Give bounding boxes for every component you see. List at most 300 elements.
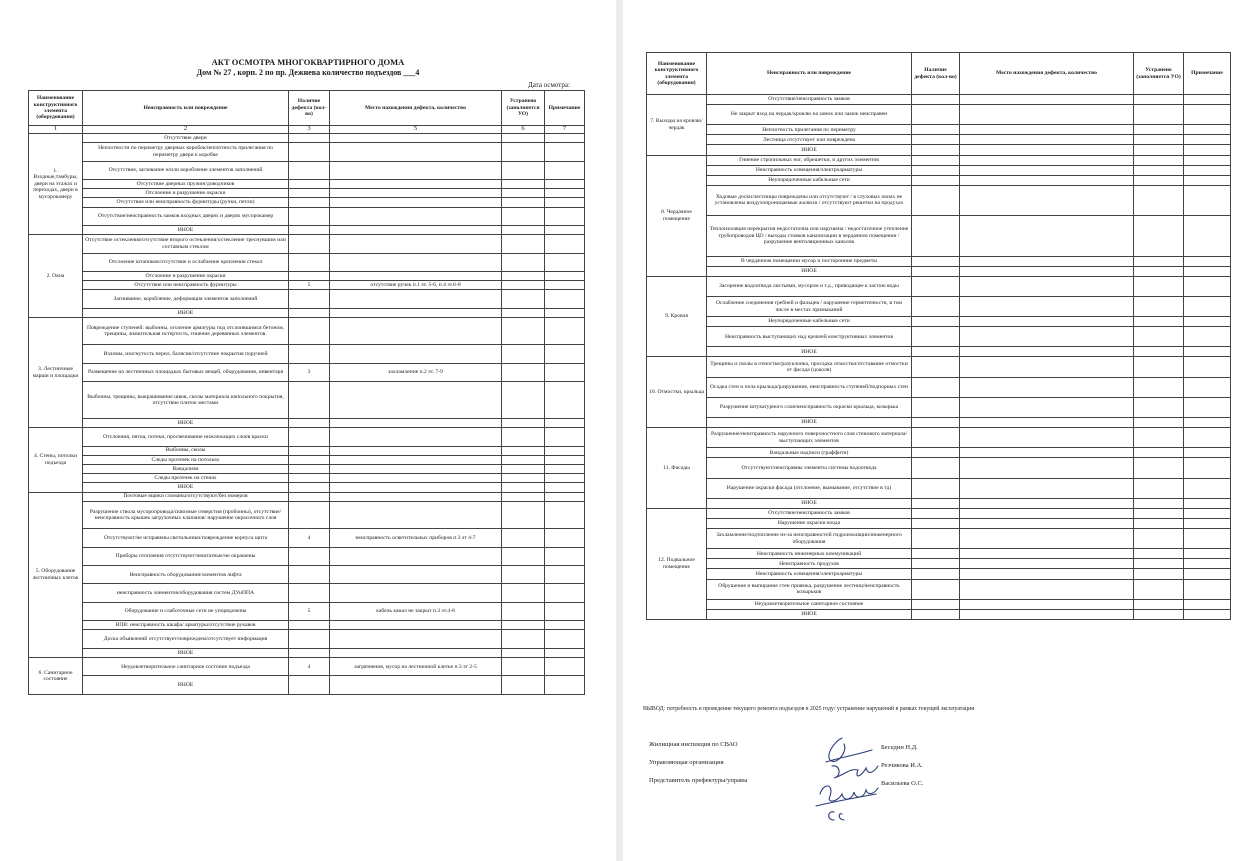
fixed-cell (1134, 549, 1184, 559)
remark-cell (1184, 609, 1231, 619)
defect-description-cell: Отсутствие/неисправность замков (707, 95, 912, 105)
fixed-cell (1134, 95, 1184, 105)
defect-count-cell (289, 501, 330, 529)
defect-location-cell (960, 458, 1134, 478)
defect-description-cell: Почтовые ящики сломаны/отсутствуют/без номеров (83, 492, 289, 501)
remark-cell (1184, 559, 1231, 569)
remark-cell (1184, 579, 1231, 599)
remark-cell (545, 501, 585, 529)
fixed-cell (502, 464, 545, 473)
defect-description-cell: ИНОЕ (83, 483, 289, 492)
element-name-cell: 1. Входные,тамбуры, двери на этажах и переходах, двери в мусорокамеру (29, 134, 83, 235)
table-row (647, 569, 1231, 579)
defect-count-cell (912, 276, 960, 296)
defect-location-cell (330, 492, 502, 501)
remark-cell (545, 253, 585, 271)
table-row (29, 492, 585, 501)
table-row (647, 518, 1231, 528)
table-row (29, 225, 585, 234)
remark-cell (1184, 347, 1231, 357)
remark-cell (1184, 549, 1231, 559)
column-header: Наличие дефекта (кол-во) (912, 53, 960, 95)
defect-description-cell: Неисправность инженерных коммуникаций (707, 549, 912, 559)
defect-location-cell (960, 377, 1134, 397)
defect-description-cell: Неупорядоченные кабельные сети (707, 175, 912, 185)
signature-org-1: Жилищная инспекция по СВАО (649, 741, 738, 748)
defect-description-cell: Отсутствие или неисправность фурнитуры (83, 281, 289, 290)
defect-count-cell (289, 676, 330, 694)
element-name-cell: 10. Отмостки, крыльца (647, 357, 707, 428)
column-header: Место нахождения дефекта, количество (330, 91, 502, 126)
remark-cell (545, 428, 585, 446)
fixed-cell (502, 501, 545, 529)
defect-count-cell (912, 529, 960, 549)
defect-description-cell: Теплоизоляция перекрытия недостаточна или нарушена / недостаточное утепление трубопроводов ЦО / выходы стояков канализации в чердачном помещении / разрушение вентиляционных каналов (707, 216, 912, 256)
defect-location-cell (960, 276, 1134, 296)
defect-count-cell (912, 599, 960, 609)
table-row (647, 165, 1231, 175)
fixed-cell (1134, 458, 1184, 478)
defect-count-cell (289, 271, 330, 280)
conclusion-text: ВЫВОД: потребность в проведение текущего ремонта подъездов в 2025 году/ устранение нарушений в рамках текущей эксплуатации (643, 706, 975, 712)
defect-location-cell: отсутствие ручек п.1 эт. 5-6, п.4 эт.6-8 (330, 281, 502, 290)
defect-description-cell: Отслоение штапиков/отсутствие и ослабление крепления стекол (83, 253, 289, 271)
defect-count-cell (912, 256, 960, 266)
table-row (647, 579, 1231, 599)
remark-cell (545, 271, 585, 280)
defect-count-cell: 4 (289, 658, 330, 676)
defect-description-cell: ИНОЕ (707, 609, 912, 619)
fixed-cell (502, 474, 545, 483)
table-row (29, 179, 585, 188)
remark-cell (1184, 508, 1231, 518)
fixed-cell (1134, 155, 1184, 165)
remark-cell (545, 225, 585, 234)
column-header: Устранено (заполняется УО) (502, 91, 545, 126)
table-row (647, 599, 1231, 609)
defect-description-cell: Не закрыт вход на чердак/кровлю на замок или замок неисправен (707, 105, 912, 125)
defect-count-cell (289, 547, 330, 565)
defect-count-cell (289, 428, 330, 446)
table-row (29, 621, 585, 630)
defect-description-cell: Следы протечек на потолках (83, 455, 289, 464)
fixed-cell (1134, 145, 1184, 155)
remark-cell (545, 630, 585, 648)
defect-count-cell (289, 455, 330, 464)
table-row (647, 428, 1231, 448)
defect-description-cell: ИНОЕ (707, 347, 912, 357)
defect-count-cell (289, 198, 330, 207)
defect-description-cell: Отсутствуют/не исправены светильники/повреждение корпуса щита (83, 529, 289, 547)
fixed-cell (1134, 609, 1184, 619)
defect-description-cell: Разрушение/неисправность наружного поверхностного слоя стенового материала/выступающих элементов (707, 428, 912, 448)
handwritten-signatures (812, 732, 882, 824)
defect-description-cell: ИНОЕ (83, 308, 289, 317)
defect-count-cell (912, 145, 960, 155)
fixed-cell (502, 428, 545, 446)
fixed-cell (1134, 428, 1184, 448)
defect-description-cell: В чердачном помещении мусор и посторонние предметы (707, 256, 912, 266)
fixed-cell (1134, 418, 1184, 428)
table-row (647, 266, 1231, 276)
fixed-cell (1134, 216, 1184, 256)
defect-location-cell (960, 448, 1134, 458)
remark-cell (1184, 599, 1231, 609)
table-row (647, 498, 1231, 508)
defect-location-cell (330, 198, 502, 207)
defect-description-cell: Размещение на лестничных площадках бытовых вещей, оборудования, инвентаря (83, 363, 289, 381)
column-number-row (29, 126, 585, 134)
defect-description-cell: Лестница отсутствует или повреждена (707, 135, 912, 145)
defect-location-cell (960, 317, 1134, 327)
defect-location-cell (960, 135, 1134, 145)
remark-cell (1184, 498, 1231, 508)
element-name-cell: 2. Окна (29, 235, 83, 318)
table-row (647, 508, 1231, 518)
remark-cell (545, 363, 585, 381)
defect-count-cell (289, 584, 330, 602)
defect-location-cell (330, 253, 502, 271)
defect-location-cell (330, 419, 502, 428)
remark-cell (1184, 518, 1231, 528)
defect-location-cell (960, 508, 1134, 518)
defect-count-cell (289, 207, 330, 225)
defect-location-cell: кабель канал не закрыт п.3 эт.4-8 (330, 602, 502, 620)
fixed-cell (502, 345, 545, 363)
defect-count-cell (289, 179, 330, 188)
table-row (29, 134, 585, 143)
column-number: 2 (83, 126, 289, 134)
defect-count-cell (912, 458, 960, 478)
defect-description-cell: Разрушение ствола мусоропровода/сквозные отверстия (пробоины), отсутствие/неисправность крышек загрузочных клапанов/ нарушение окрасочного слоя (83, 501, 289, 529)
table-row (647, 145, 1231, 155)
fixed-cell (1134, 175, 1184, 185)
defect-location-cell (960, 105, 1134, 125)
defect-count-cell (912, 155, 960, 165)
fixed-cell (1134, 357, 1184, 377)
table-row (29, 308, 585, 317)
fixed-cell (502, 584, 545, 602)
remark-cell (545, 584, 585, 602)
document-title: АКТ ОСМОТРА МНОГОКВАРТИРНОГО ДОМА (211, 57, 405, 67)
remark-cell (545, 308, 585, 317)
table-header-row (29, 91, 585, 126)
fixed-cell (1134, 266, 1184, 276)
fixed-cell (502, 253, 545, 271)
defect-description-cell: ВПВ: неисправность шкафа/ арматуры/отсутствие рукавов (83, 621, 289, 630)
remark-cell (1184, 296, 1231, 316)
table-row (29, 189, 585, 198)
defect-location-cell (330, 317, 502, 345)
defect-location-cell (960, 155, 1134, 165)
table-row (29, 161, 585, 179)
fixed-cell (1134, 317, 1184, 327)
defect-count-cell (912, 216, 960, 256)
defect-count-cell (912, 185, 960, 215)
defect-count-cell (289, 483, 330, 492)
table-row (29, 198, 585, 207)
remark-cell (545, 161, 585, 179)
table-row (647, 276, 1231, 296)
defect-description-cell: ИНОЕ (83, 419, 289, 428)
table-row (647, 327, 1231, 347)
table-row (647, 458, 1231, 478)
fixed-cell (1134, 579, 1184, 599)
inspection-table-right (646, 52, 1231, 620)
table-row (29, 290, 585, 308)
defect-description-cell: ИНОЕ (707, 266, 912, 276)
defect-description-cell: Отсутствие двери (83, 134, 289, 143)
element-name-cell: 5. Оборудование лестничных клеток (29, 492, 83, 658)
table-row (29, 566, 585, 584)
table-row (29, 363, 585, 381)
defect-description-cell: ИНОЕ (83, 648, 289, 657)
defect-location-cell (960, 498, 1134, 508)
remark-cell (1184, 458, 1231, 478)
defect-count-cell (289, 648, 330, 657)
remark-cell (1184, 266, 1231, 276)
fixed-cell (502, 621, 545, 630)
remark-cell (545, 483, 585, 492)
table-row (647, 478, 1231, 498)
defect-location-cell (330, 428, 502, 446)
remark-cell (545, 658, 585, 676)
remark-cell (545, 492, 585, 501)
defect-count-cell (912, 549, 960, 559)
table-row (29, 648, 585, 657)
defect-location-cell (330, 446, 502, 455)
defect-description-cell: Неисправность освещения/электроарматуры (707, 569, 912, 579)
remark-cell (1184, 155, 1231, 165)
remark-cell (545, 235, 585, 253)
defect-location-cell (330, 547, 502, 565)
fixed-cell (1134, 125, 1184, 135)
defect-location-cell (330, 584, 502, 602)
defect-description-cell: Разрушение штукатурного слоя/неисправность окраски крыльца, козырька (707, 397, 912, 417)
document-subtitle: Дом № 27 , корп. 2 по пр. Дежнева количество подъездов ___4 (196, 68, 420, 77)
table-row (29, 143, 585, 161)
fixed-cell (502, 483, 545, 492)
fixed-cell (1134, 276, 1184, 296)
remark-cell (545, 290, 585, 308)
column-number: 3 (289, 126, 330, 134)
defect-location-cell (960, 125, 1134, 135)
defect-location-cell (960, 145, 1134, 155)
fixed-cell (1134, 296, 1184, 316)
defect-location-cell (960, 478, 1134, 498)
defect-description-cell: Отсутствие/неисправность замков (707, 508, 912, 518)
defect-description-cell: Следы протечек на стенах (83, 474, 289, 483)
defect-location-cell (330, 308, 502, 317)
defect-count-cell (912, 296, 960, 316)
table-row (647, 125, 1231, 135)
table-row (29, 446, 585, 455)
fixed-cell (502, 446, 545, 455)
table-row (29, 483, 585, 492)
defect-count-cell (912, 266, 960, 276)
table-row (29, 455, 585, 464)
remark-cell (1184, 529, 1231, 549)
inspection-date-label: Дата осмотра: (527, 81, 570, 89)
signature-org-3: Представитель префектуры/управы (649, 777, 748, 784)
remark-cell (1184, 317, 1231, 327)
table-row (647, 377, 1231, 397)
defect-location-cell (960, 327, 1134, 347)
table-row (647, 105, 1231, 125)
defect-location-cell (330, 271, 502, 280)
remark-cell (545, 455, 585, 464)
defect-location-cell (330, 345, 502, 363)
fixed-cell (502, 235, 545, 253)
defect-description-cell: Обрушение и выпирание стен приямка, разрушение лестниц/неисправность козырьков (707, 579, 912, 599)
defect-count-cell: 3 (289, 363, 330, 381)
fixed-cell (502, 676, 545, 694)
defect-count-cell (912, 357, 960, 377)
table-row (29, 207, 585, 225)
remark-cell (545, 621, 585, 630)
fixed-cell (502, 225, 545, 234)
element-name-cell: 9. Кровля (647, 276, 707, 357)
defect-location-cell (960, 559, 1134, 569)
table-row (647, 357, 1231, 377)
defect-location-cell (960, 216, 1134, 256)
remark-cell (545, 281, 585, 290)
table-row (647, 529, 1231, 549)
remark-cell (1184, 418, 1231, 428)
defect-description-cell: Приборы отопления отсутствуют/нештатные/не окрашены (83, 547, 289, 565)
defect-location-cell (960, 418, 1134, 428)
defect-description-cell: Повреждение ступеней: выбоины, оголение арматуры под отслоившимся бетоном, трещины, значительная истертость, гниение деревянных элементов. (83, 317, 289, 345)
defect-description-cell: Гниение стропильных ног, обрешетки, и других элементов (707, 155, 912, 165)
signature-person-2: Резчикова И.А. (881, 762, 923, 769)
remark-cell (1184, 135, 1231, 145)
table-row (29, 501, 585, 529)
defect-count-cell (912, 418, 960, 428)
defect-location-cell (330, 161, 502, 179)
remark-cell (545, 198, 585, 207)
defect-description-cell: ИНОЕ (83, 676, 289, 694)
defect-location-cell (960, 347, 1134, 357)
fixed-cell (502, 529, 545, 547)
defect-description-cell: Осадка стен и пола крыльца/разрушение, неисправность ступеней/подпорных стен (707, 377, 912, 397)
defect-description-cell: Отслоение и разрушение окраски (83, 189, 289, 198)
table-row (29, 658, 585, 676)
remark-cell (545, 189, 585, 198)
fixed-cell (502, 492, 545, 501)
defect-count-cell (289, 290, 330, 308)
element-name-cell: 12. Подвальное помещение (647, 508, 707, 619)
defect-count-cell (289, 134, 330, 143)
fixed-cell (502, 648, 545, 657)
defect-location-cell (330, 179, 502, 188)
defect-location-cell (330, 455, 502, 464)
defect-count-cell (912, 448, 960, 458)
defect-description-cell: Отсутствуют/неисправны элементы системы водоотвода (707, 458, 912, 478)
defect-count-cell (912, 397, 960, 417)
element-name-cell: 3. Лестничные марши и площадки (29, 317, 83, 427)
remark-cell (545, 474, 585, 483)
table-row (29, 271, 585, 280)
document-page-right (623, 0, 1245, 861)
fixed-cell (1134, 569, 1184, 579)
defect-description-cell: Нарушение окраски входа (707, 518, 912, 528)
fixed-cell (502, 455, 545, 464)
defect-description-cell: Отсутствие, заглевание и/или коробление элементов заполнений (83, 161, 289, 179)
defect-count-cell (912, 478, 960, 498)
defect-location-cell (960, 175, 1134, 185)
remark-cell (1184, 397, 1231, 417)
fixed-cell (1134, 105, 1184, 125)
defect-description-cell: Оборудование и слаботочные сети не упорядочены (83, 602, 289, 620)
table-row (647, 185, 1231, 215)
table-row (647, 135, 1231, 145)
fixed-cell (502, 189, 545, 198)
defect-count-cell: 4 (289, 529, 330, 547)
defect-location-cell (960, 165, 1134, 175)
remark-cell (545, 179, 585, 188)
column-header: Наименование конструктивного элемента (оборудования) (29, 91, 83, 126)
defect-count-cell (289, 317, 330, 345)
table-row (647, 155, 1231, 165)
fixed-cell (1134, 327, 1184, 347)
defect-count-cell (289, 474, 330, 483)
defect-count-cell (289, 566, 330, 584)
defect-count-cell (912, 498, 960, 508)
defect-count-cell (289, 189, 330, 198)
defect-location-cell (960, 529, 1134, 549)
defect-count-cell (289, 492, 330, 501)
defect-count-cell (289, 225, 330, 234)
defect-count-cell (289, 143, 330, 161)
defect-description-cell: Ходовые доски/лестницы повреждены или отсутствуют / в слуховых окнах не установлены воздухопроницаемые жалюзи / отсутствуют решетки на продухах (707, 185, 912, 215)
remark-cell (1184, 448, 1231, 458)
defect-location-cell (330, 501, 502, 529)
remark-cell (1184, 165, 1231, 175)
fixed-cell (502, 547, 545, 565)
remark-cell (1184, 125, 1231, 135)
fixed-cell (502, 317, 545, 345)
defect-description-cell: Неудовлетворительное санитарное состояние (707, 599, 912, 609)
defect-description-cell: Неупорядоченные кабельные сети (707, 317, 912, 327)
defect-count-cell (912, 428, 960, 448)
defect-location-cell: неисправность осветительных приборов п.3 эт 4-7 (330, 529, 502, 547)
defect-count-cell: 5 (289, 281, 330, 290)
table-row (647, 448, 1231, 458)
table-row (647, 609, 1231, 619)
table-row (29, 345, 585, 363)
table-row (647, 256, 1231, 266)
defect-description-cell: Отсутствие дверных пружин/доводчиков (83, 179, 289, 188)
defect-location-cell (330, 483, 502, 492)
remark-cell (545, 382, 585, 419)
column-header: Примечание (545, 91, 585, 126)
defect-count-cell (912, 317, 960, 327)
defect-description-cell: Неисправность выступающих над кровлей конструктивных элементов (707, 327, 912, 347)
fixed-cell (502, 602, 545, 620)
remark-cell (1184, 276, 1231, 296)
defect-description-cell: Неисправность продухов (707, 559, 912, 569)
table-row (29, 464, 585, 473)
table-row (29, 529, 585, 547)
remark-cell (1184, 175, 1231, 185)
fixed-cell (1134, 498, 1184, 508)
defect-count-cell (912, 518, 960, 528)
column-header: Место нахождения дефекта, количество (960, 53, 1134, 95)
table-row (647, 418, 1231, 428)
remark-cell (1184, 569, 1231, 579)
remark-cell (545, 134, 585, 143)
table-row (647, 397, 1231, 417)
